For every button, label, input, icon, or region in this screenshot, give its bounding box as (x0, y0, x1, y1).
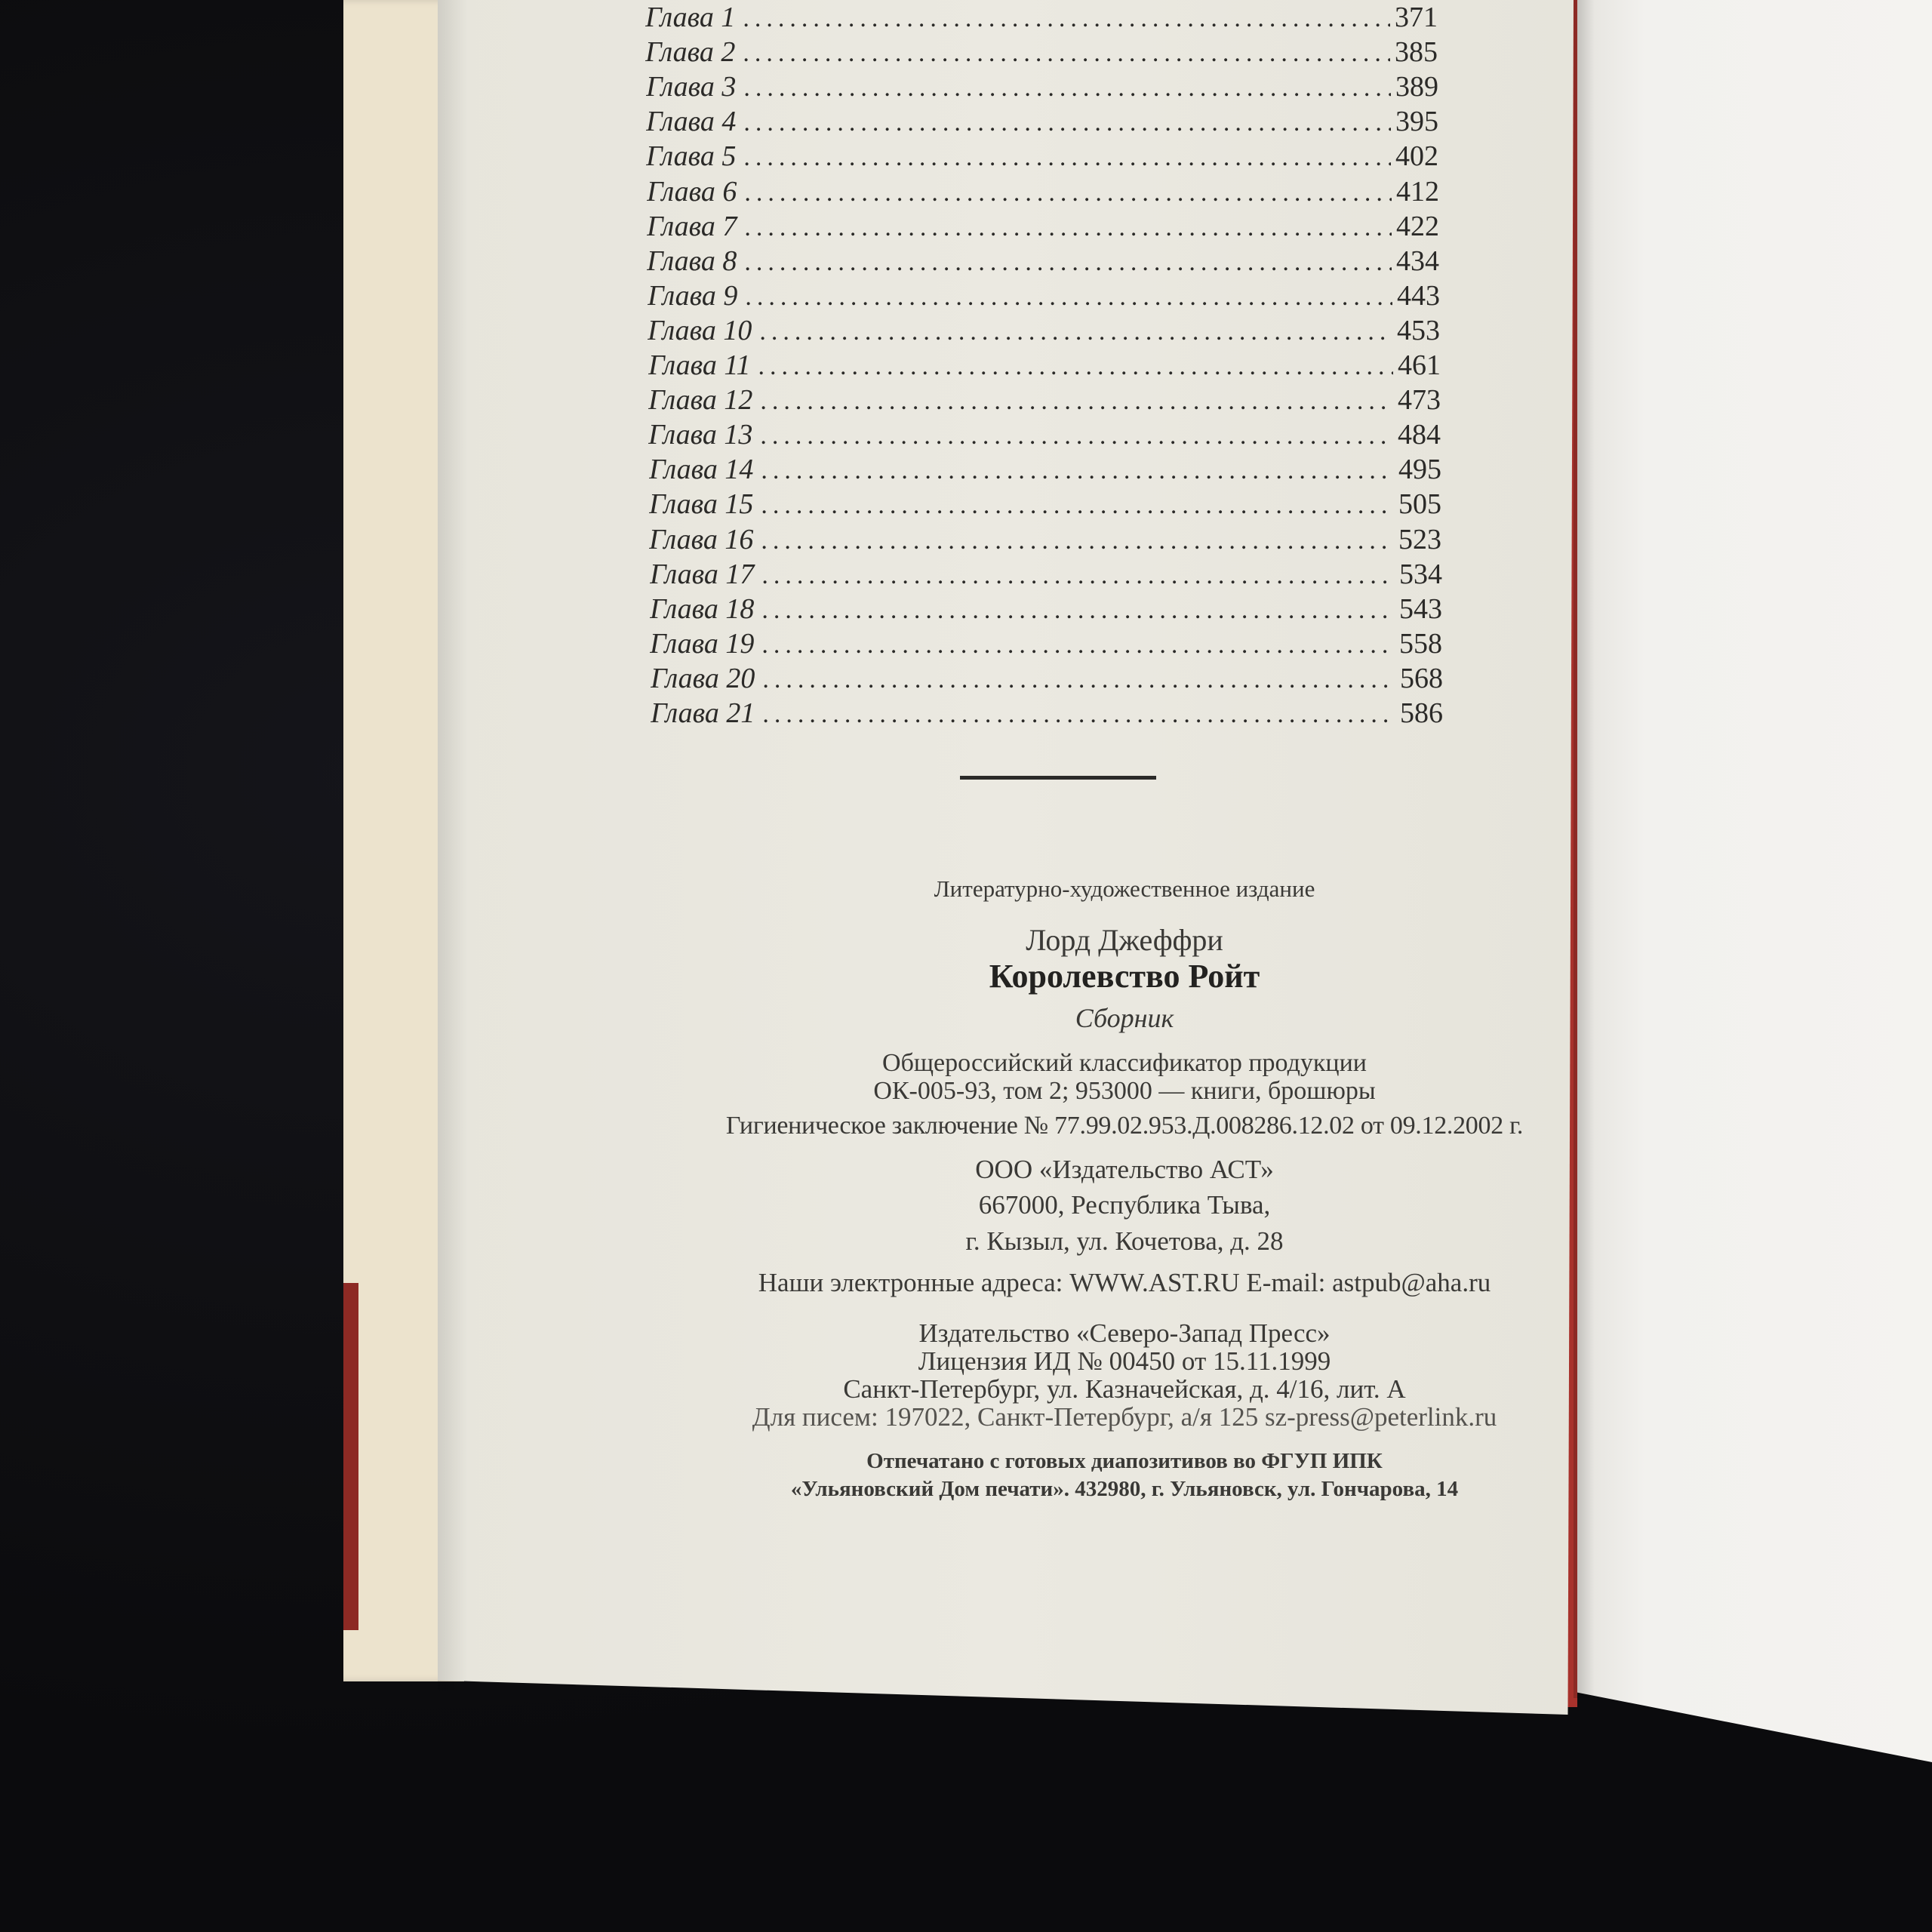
publisher-name: ООО «Издательство АСТ» (975, 1155, 1274, 1184)
co-publisher-name: Издательство «Северо-Запад Пресс» (918, 1318, 1331, 1348)
toc-page-number: 534 (1399, 558, 1442, 590)
toc-page-number: 495 (1398, 454, 1441, 486)
toc-leader-dots (743, 140, 1391, 174)
toc-page-number: 453 (1397, 314, 1440, 346)
toc-page-number: 385 (1395, 36, 1438, 69)
toc-chapter-label: Глава 15 (649, 488, 754, 521)
toc-leader-dots (761, 524, 1394, 557)
toc-page-number: 568 (1400, 662, 1443, 694)
toc-chapter-label: Глава 16 (649, 523, 754, 555)
toc-page-number: 434 (1396, 245, 1439, 277)
printer-line-1: Отпечатано с готовых диапозитивов во ФГУП ИПК (866, 1449, 1383, 1473)
toc-chapter-label: Глава 19 (650, 627, 755, 660)
co-publisher-mail: Для писем: 197022, Санкт-Петербург, а/я 125 sz-press@peterlink.ru (752, 1402, 1497, 1432)
toc-row (648, 278, 1440, 313)
toc-row (647, 244, 1439, 278)
toc-leader-dots (759, 315, 1392, 348)
toc-leader-dots (743, 106, 1391, 139)
toc-page-number: 402 (1395, 140, 1438, 173)
genre-line: Литературно-художественное издание (934, 875, 1315, 902)
toc-page-number: 558 (1399, 627, 1442, 660)
toc-leader-dots (744, 211, 1392, 244)
toc-chapter-label: Глава 8 (647, 245, 737, 277)
toc-leader-dots (762, 697, 1395, 731)
toc-page-number: 461 (1398, 349, 1441, 381)
toc-row (648, 313, 1440, 348)
toc-chapter-label: Глава 7 (647, 210, 737, 242)
toc-page-number: 443 (1397, 279, 1440, 312)
toc-page-number: 395 (1395, 106, 1438, 138)
toc-leader-dots (761, 628, 1395, 661)
toc-page-number: 523 (1398, 523, 1441, 555)
toc-row (650, 557, 1442, 592)
toc-chapter-label: Глава 12 (648, 384, 753, 417)
toc-chapter-label: Глава 6 (647, 175, 737, 208)
toc-chapter-label: Глава 21 (651, 697, 755, 729)
toc-row (646, 69, 1438, 104)
toc-leader-dots (761, 488, 1394, 521)
toc-leader-dots (758, 349, 1393, 383)
web-contacts: Наши электронные адреса: WWW.AST.RU E-mail: astpub@aha.ru (758, 1268, 1491, 1297)
toc-chapter-label: Глава 9 (648, 279, 738, 312)
toc-leader-dots (744, 245, 1392, 278)
toc-chapter-label: Глава 13 (648, 419, 753, 451)
page-shadow (1574, 0, 1595, 1698)
toc-page-number: 389 (1395, 71, 1438, 103)
toc-page-number: 586 (1400, 697, 1443, 729)
toc-row (645, 35, 1438, 69)
toc-leader-dots (745, 280, 1392, 313)
toc-chapter-label: Глава 18 (650, 592, 755, 625)
toc-row (650, 592, 1442, 626)
toc-page-number: 543 (1399, 592, 1442, 625)
co-publisher-license: Лицензия ИД № 00450 от 15.11.1999 (918, 1346, 1331, 1376)
toc-leader-dots (761, 593, 1395, 626)
toc-leader-dots (743, 2, 1390, 35)
classifier-line-1: Общероссийский классификатор продукции (882, 1049, 1367, 1077)
co-publisher-address: Санкт-Петербург, ул. Казначейская, д. 4/16, лит. А (843, 1374, 1406, 1404)
classifier-line-2: ОК-005-93, том 2; 953000 — книги, брошюры (873, 1077, 1376, 1105)
toc-chapter-label: Глава 2 (645, 36, 736, 69)
divider-rule (960, 776, 1156, 780)
right-blank-page (1574, 0, 1932, 1762)
toc-leader-dots (760, 419, 1393, 452)
toc-row (650, 626, 1442, 661)
toc-row (649, 487, 1441, 521)
toc-chapter-label: Глава 3 (646, 71, 737, 103)
toc-row (647, 209, 1439, 244)
toc-page-number: 473 (1398, 384, 1441, 417)
red-cover-edge-lower (343, 1283, 358, 1630)
toc-row (649, 522, 1441, 557)
toc-chapter-label: Глава 10 (648, 314, 752, 346)
gutter-shade (438, 0, 468, 1690)
toc-row (649, 452, 1441, 487)
toc-chapter-label: Глава 20 (651, 662, 755, 694)
toc-row (645, 0, 1438, 35)
hygiene-line: Гигиеническое заключение № 77.99.02.953.Д.008286.12.02 от 09.12.2002 г. (725, 1112, 1524, 1140)
toc-page-number: 422 (1396, 210, 1439, 242)
toc-leader-dots (743, 36, 1390, 69)
toc-chapter-label: Глава 5 (646, 140, 737, 173)
edition-kind: Сборник (1075, 1003, 1174, 1033)
printer-line-2: «Ульяновский Дом печати». 432980, г. Ульяновск, ул. Гончарова, 14 (790, 1477, 1459, 1501)
toc-row (651, 696, 1443, 731)
book-title: Королевство Ройт (989, 958, 1260, 995)
toc-row (647, 174, 1439, 209)
toc-leader-dots (760, 384, 1393, 417)
toc-row (648, 383, 1441, 417)
publisher-address-1: 667000, Республика Тыва, (978, 1190, 1271, 1220)
toc-row (646, 139, 1438, 174)
author-name: Лорд Джеффри (1026, 923, 1223, 957)
toc-leader-dots (744, 176, 1392, 209)
toc-leader-dots (762, 663, 1395, 696)
toc-page-number: 412 (1396, 175, 1439, 208)
toc-page-number: 484 (1398, 419, 1441, 451)
toc-chapter-label: Глава 17 (650, 558, 755, 590)
toc-leader-dots (743, 71, 1391, 104)
toc-leader-dots (761, 454, 1394, 487)
toc-page-number: 505 (1398, 488, 1441, 521)
toc-page-number: 371 (1395, 2, 1438, 33)
toc-row (648, 348, 1441, 383)
publisher-address-2: г. Кызыл, ул. Кочетова, д. 28 (965, 1226, 1284, 1256)
toc-chapter-label: Глава 4 (646, 106, 737, 138)
toc-chapter-label: Глава 11 (648, 349, 751, 381)
toc-row (646, 104, 1438, 139)
toc-row (651, 661, 1443, 696)
toc-chapter-label: Глава 1 (645, 2, 736, 33)
toc-row (648, 417, 1441, 452)
toc-leader-dots (761, 558, 1395, 592)
toc-chapter-label: Глава 14 (649, 454, 754, 486)
